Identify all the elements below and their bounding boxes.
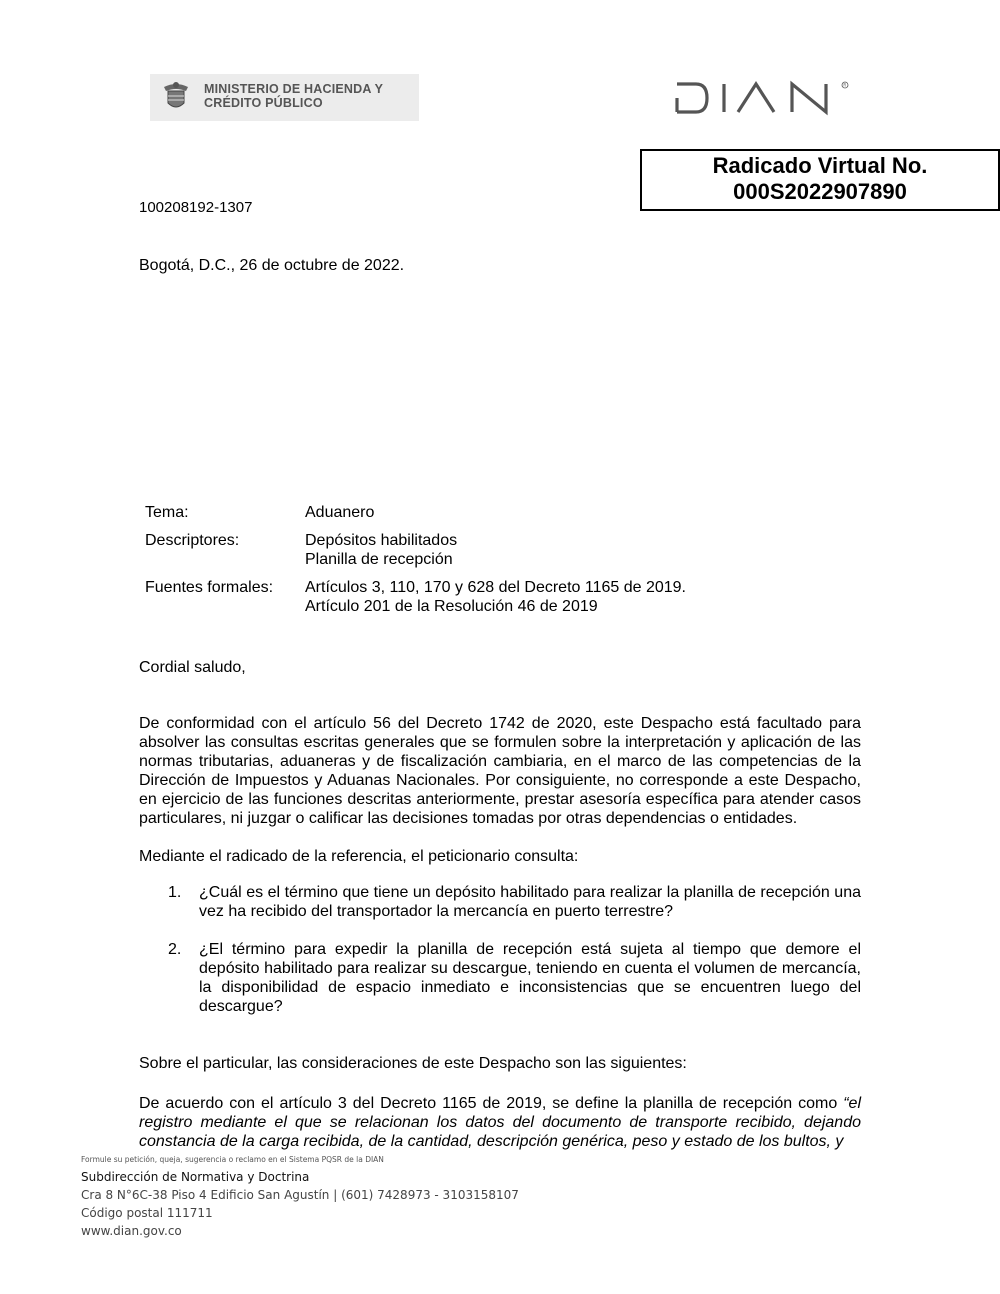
paragraph-4-text: De acuerdo con el artículo 3 del Decreto 1165 de 2019, se define la planilla de recepción como [139,1095,844,1112]
footer-department: Subdirección de Normativa y Doctrina [81,1170,310,1184]
svg-text:R: R [843,82,847,88]
fuentes-value-1: Artículos 3, 110, 170 y 628 del Decreto 1165 de 2019. [305,579,686,596]
footer-postal-code: Código postal 111711 [81,1206,213,1220]
ministry-name-line1: MINISTERIO DE HACIENDA Y [204,82,384,96]
question-text: ¿El término para expedir la planilla de recepción está sujeta al tiempo que demore el depósito habilitado para realizar su descargue, teniendo en cuenta el volumen de mercancía, la disponibilidad de espacio inmediato e inconsistencias que se encuentren luego del descargue? [199,941,861,1015]
descriptores-value-1: Depósitos habilitados [305,532,458,549]
footer-website: www.dian.gov.co [81,1224,182,1238]
footer-pqsr-note: Formule su petición, queja, sugerencia o reclamo en el Sistema PQSR de la DIAN [81,1155,384,1164]
radicado-number: 000S2022907890 [733,179,907,204]
paragraph-3: Sobre el particular, las consideraciones de este Despacho son las siguientes: [139,1055,687,1072]
descriptores-label: Descriptores: [145,532,240,549]
paragraph-2: Mediante el radicado de la referencia, el peticionario consulta: [139,848,579,865]
paragraph-4 [139,1094,861,1151]
ministry-name-line2: CRÉDITO PÚBLICO [204,96,323,110]
coat-of-arms-icon [158,79,194,115]
list-item [139,883,861,921]
tema-value: Aduanero [305,504,375,521]
radicado-title: Radicado Virtual No. [712,153,928,178]
descriptores-value-2: Planilla de recepción [305,551,453,568]
greeting: Cordial saludo, [139,659,246,676]
radicado-box [640,149,1000,211]
paragraph-1 [139,714,861,828]
footer [81,1155,519,1240]
tema-label: Tema: [145,504,189,521]
footer-address: Cra 8 N°6C-38 Piso 4 Edificio San Agustín | (601) 7428973 - 3103158107 [81,1188,519,1202]
reference-number: 100208192-1307 [139,199,253,216]
paragraph-1-text: De conformidad con el artículo 56 del Decreto 1742 de 2020, este Despacho está facultado para absolver las consultas escritas generales que se formulen sobre la interpretación y aplicación de las normas tributarias, aduaneras y de fiscalización cambiaria, en el marco de las competencias de la Dirección de Impuestos y Aduanas Nacionales. Por consiguiente, no corresponde a este Despacho, en ejercicio de las funciones descritas anteriormente, prestar asesoría específica para atender casos particulares, ni juzgar o calificar las decisiones tomadas por otras dependencias o entidades. [139,715,861,827]
questions-list [139,883,861,1016]
dian-logo [674,80,850,116]
list-item [139,940,861,1016]
date-line: Bogotá, D.C., 26 de octubre de 2022. [139,257,405,274]
fuentes-value-2: Artículo 201 de la Resolución 46 de 2019 [305,598,598,615]
question-text: ¿Cuál es el término que tiene un depósito habilitado para realizar la planilla de recepción una vez ha recibido del transportador la mercancía en puerto terrestre? [199,884,861,920]
ministry-logo [150,74,419,121]
question-number: 2. [168,941,182,958]
fuentes-label: Fuentes formales: [145,579,274,596]
paragraph-4-quote: “el registro mediante el que se relacionan los datos del documento de transporte recibido, dejando constancia de la carga recibida, de la cantidad, descripción genérica, peso y estado de los bultos, y [139,1095,861,1150]
question-number: 1. [168,884,182,901]
